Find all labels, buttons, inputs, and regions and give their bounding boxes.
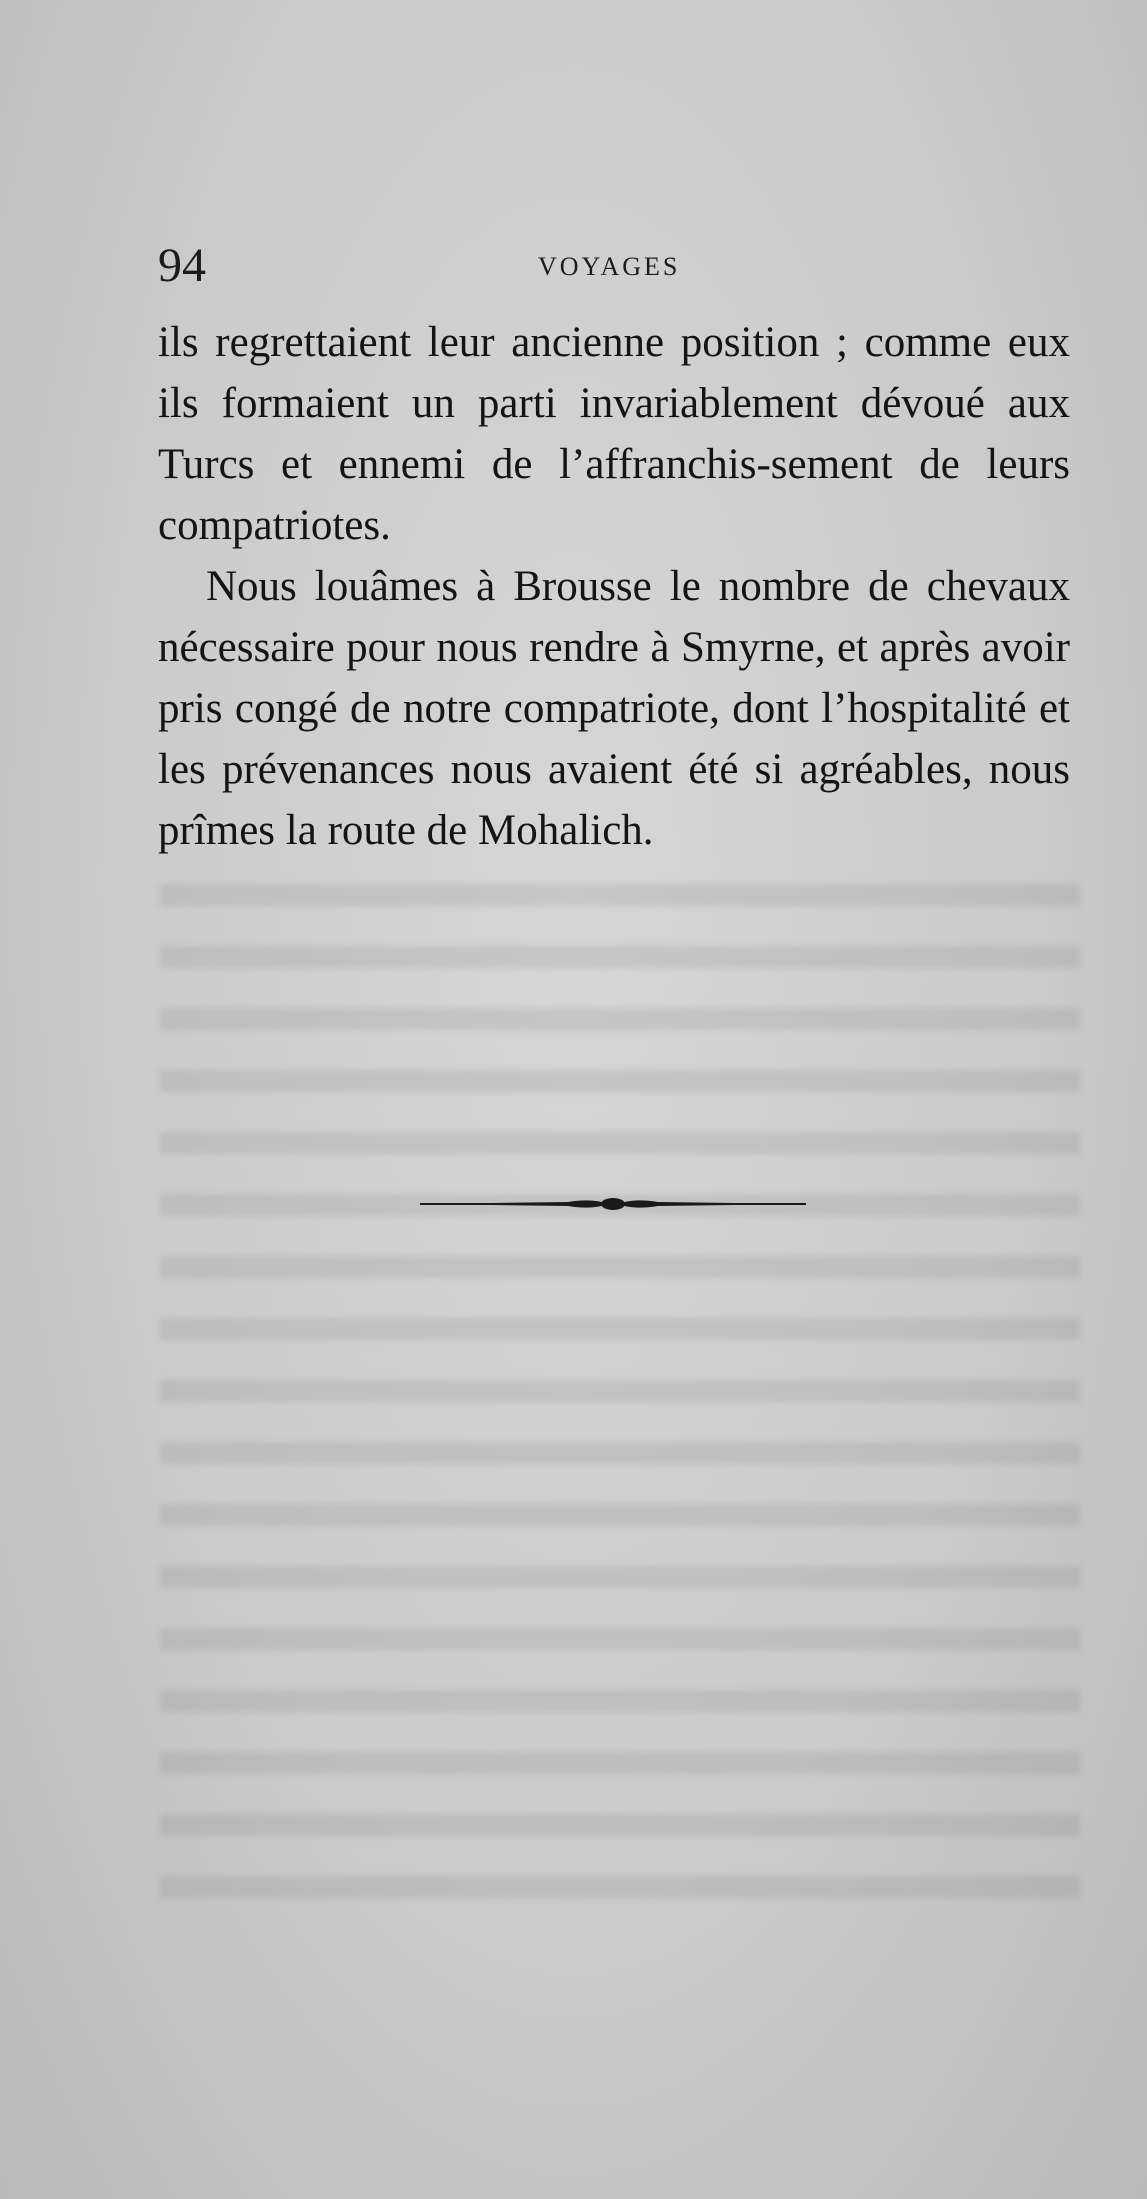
running-head	[158, 238, 1072, 298]
page-number: 94	[158, 239, 206, 292]
paragraph-1: ils regrettaient leur ancienne position ; comme eux ils formaient un parti invariablement dévoué aux Turcs et ennemi de l’affranchis-sement de leurs compatriotes.	[158, 319, 1070, 549]
paragraph-2: Nous louâmes à Brousse le nombre de chevaux nécessaire pour nous rendre à Smyrne, et après avoir pris congé de notre compatriote, dont l’hospitalité et les prévenances nous avaient été si agréables, nous prîmes la route de Mohalich.	[158, 563, 1070, 854]
show-through-texture	[160, 860, 1080, 1920]
running-title: VOYAGES	[538, 252, 681, 281]
body-text	[158, 312, 1070, 861]
tailpiece-rule-icon	[418, 1190, 808, 1218]
